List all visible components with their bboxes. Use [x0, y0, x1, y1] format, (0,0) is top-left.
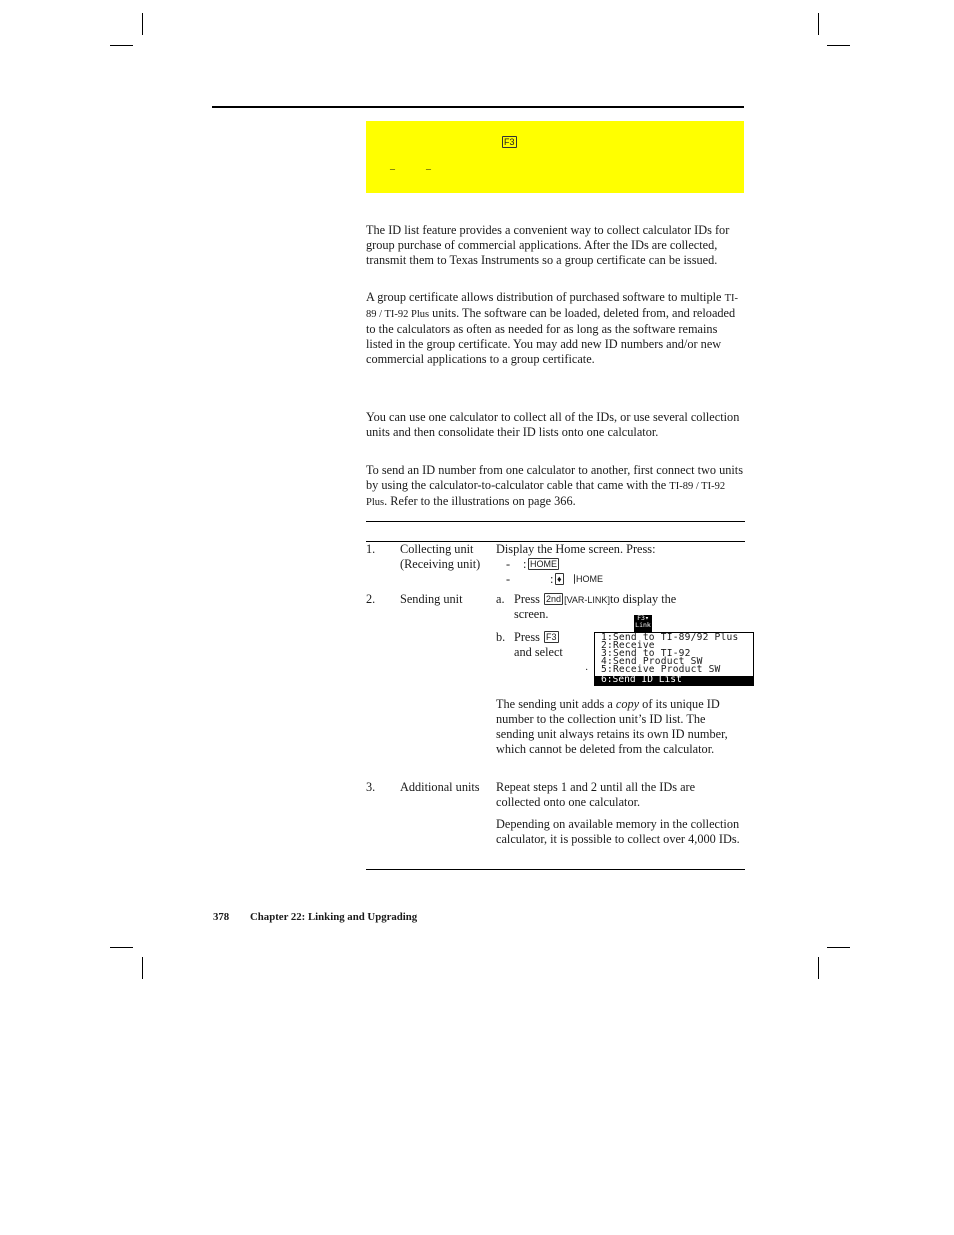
sending-unit-note: The sending unit adds a copy of its unique ID number to the collection unit’s ID list. The sending unit always retains its own ID number, which cannot be deleted from the calculator. — [496, 697, 728, 756]
dot: · — [585, 665, 589, 676]
substep-text: Press F3 — [514, 630, 557, 644]
menu-item[interactable]: 3:Send to TI-92 — [601, 648, 691, 659]
f3-key-icon: F3 — [504, 137, 515, 147]
step-action: Repeat steps 1 and 2 until all the IDs are collected onto one calculator. — [496, 780, 696, 809]
substep-label: a. — [496, 592, 505, 606]
var-link-key-icon: [VAR-LINK] — [564, 595, 610, 605]
group-certificate-paragraph: A group certificate allows distribution of purchased software to multiple TI-89 / TI-92 Plus units. The software can be loaded, deleted from, and reloaded to the calculators as often as needed for as long as the software remains listed in the group certificate. You may add new ID numbers and/or new commercial applications to a group certificate. — [366, 290, 738, 366]
collect-paragraph: You can use one calculator to collect all of the IDs, or use several collection units and then consolidate their ID lists onto one calculator. — [366, 410, 740, 439]
home-key-icon: HOME — [576, 574, 603, 584]
chapter-title: Chapter 22: Linking and Upgrading — [250, 911, 418, 923]
menu-item[interactable]: 1:Send to TI-89/92 Plus — [601, 632, 739, 643]
bullet: - — [506, 572, 511, 586]
menu-item[interactable]: 5:Receive Product SW — [601, 664, 721, 675]
crop-mark — [827, 45, 850, 46]
bullet: - — [506, 557, 511, 571]
step-number: 2. — [366, 592, 376, 606]
page-number: 378 — [213, 911, 230, 923]
crop-mark — [818, 13, 819, 35]
step-number: 1. — [366, 542, 376, 556]
note-dash: – — [390, 164, 395, 175]
menu-item[interactable]: 4:Send Product SW — [601, 656, 703, 667]
crop-mark — [110, 947, 133, 948]
substep-text: and select — [514, 645, 563, 659]
step-note: Depending on available memory in the collection calculator, it is possible to collect over 4,000 IDs. — [496, 817, 740, 846]
crop-mark — [110, 45, 133, 46]
crop-mark — [142, 957, 143, 979]
note-dash: – — [426, 164, 431, 175]
unit-label: Additional units — [400, 780, 480, 794]
note-box — [366, 121, 744, 193]
2nd-key-icon: 2nd — [546, 594, 562, 604]
f3-key-icon: F3 — [546, 632, 557, 642]
model-name: TI-89 / TI-92 Plus — [366, 481, 726, 508]
bullet-text: : — [550, 572, 554, 586]
substep-text: screen. — [514, 607, 549, 621]
unit-label: Collecting unit — [400, 542, 474, 556]
model-name: TI-89 / TI-92 Plus — [366, 293, 738, 320]
crop-mark — [142, 13, 143, 35]
header-rule — [212, 106, 744, 108]
menu-item-selected[interactable]: 6:Send ID List — [595, 676, 753, 685]
link-menu-screen — [594, 632, 754, 686]
table-top-rule — [366, 521, 745, 522]
intro-paragraph: The ID list feature provides a convenient way to collect calculator IDs for group purchase of commercial applications. After the IDs are collected, transmit them to Texas Instruments so a group certificate can be issued. — [366, 223, 730, 267]
substep-label: b. — [496, 630, 506, 644]
unit-label: Sending unit — [400, 592, 463, 606]
home-key-icon: HOME — [530, 559, 557, 569]
crop-mark — [827, 947, 850, 948]
unit-label: (Receiving unit) — [400, 557, 481, 571]
crop-mark — [818, 957, 819, 979]
send-id-paragraph: To send an ID number from one calculator to another, first connect two units by using the calculator-to-calculator cable that came with the TI-89 / TI-92 Plus. Refer to the illustrations on page 366. — [366, 463, 744, 508]
table-bottom-rule — [366, 869, 745, 870]
bullet-text: : — [523, 557, 527, 571]
step-number: 3. — [366, 780, 376, 794]
substep-text: Press 2nd [VAR-LINK]to display the — [514, 592, 677, 606]
menu-item[interactable]: 2:Receive — [601, 640, 655, 651]
link-menu-tab[interactable]: F3▾ Link — [634, 615, 652, 632]
step-action: Display the Home screen. Press: — [496, 542, 656, 556]
diamond-key-icon: ♦ — [557, 574, 562, 584]
